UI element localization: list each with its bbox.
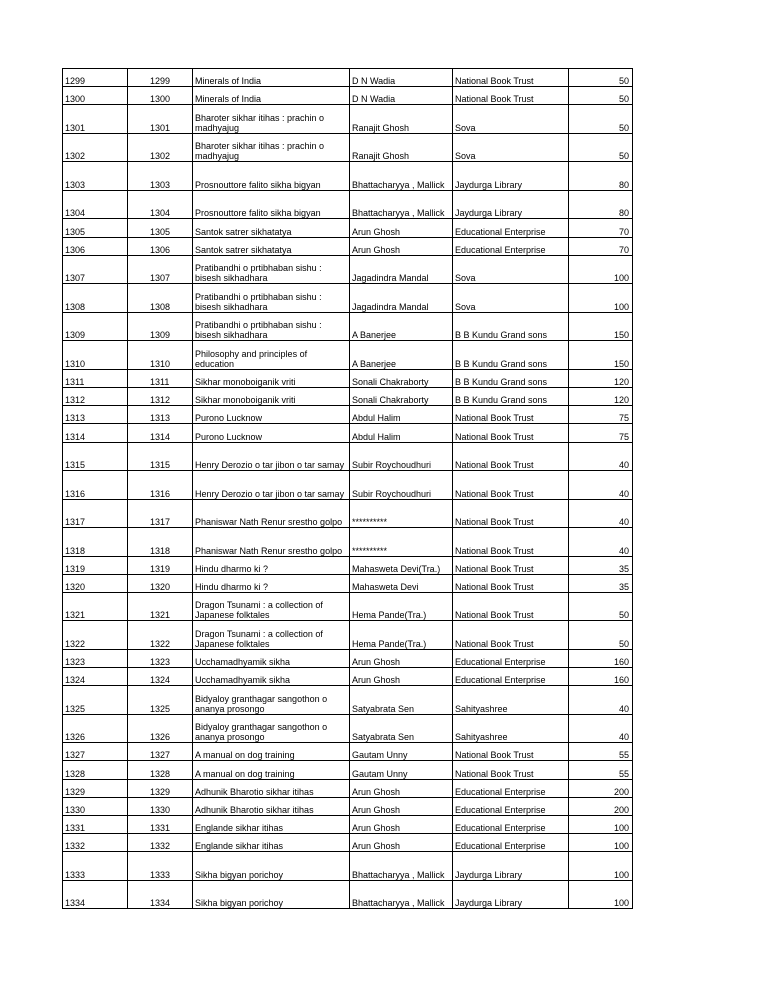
publisher-cell: National Book Trust: [453, 499, 569, 528]
title-cell: Sikhar monoboiganik vriti: [193, 369, 350, 387]
serial-number-cell: 1300: [128, 87, 193, 105]
table-row: [63, 556, 633, 574]
accession-number-cell: 1328: [63, 761, 128, 779]
accession-number-cell: 1327: [63, 743, 128, 761]
publisher-cell: Educational Enterprise: [453, 779, 569, 797]
title-cell: Purono Lucknow: [193, 424, 350, 442]
table-row: [63, 880, 633, 909]
title-cell: Hindu dharmo ki ?: [193, 574, 350, 592]
publisher-cell: National Book Trust: [453, 69, 569, 87]
serial-number-cell: 1302: [128, 133, 193, 162]
title-cell: Hindu dharmo ki ?: [193, 556, 350, 574]
author-cell: Arun Ghosh: [350, 816, 453, 834]
author-cell: **********: [350, 528, 453, 557]
price-cell: 40: [569, 714, 633, 743]
accession-number-cell: 1314: [63, 424, 128, 442]
price-cell: 120: [569, 369, 633, 387]
accession-number-cell: 1302: [63, 133, 128, 162]
accession-number-cell: 1319: [63, 556, 128, 574]
accession-number-cell: 1301: [63, 105, 128, 134]
publisher-cell: Jaydurga Library: [453, 190, 569, 219]
title-cell: Ucchamadhyamik sikha: [193, 649, 350, 667]
author-cell: D N Wadia: [350, 87, 453, 105]
publisher-cell: National Book Trust: [453, 743, 569, 761]
serial-number-cell: 1334: [128, 880, 193, 909]
author-cell: Gautam Unny: [350, 743, 453, 761]
publisher-cell: Sova: [453, 255, 569, 284]
publisher-cell: Sova: [453, 133, 569, 162]
author-cell: Satyabrata Sen: [350, 686, 453, 715]
title-cell: Englande sikhar itihas: [193, 816, 350, 834]
title-cell: Adhunik Bharotio sikhar itihas: [193, 779, 350, 797]
author-cell: Bhattacharyya , Mallick: [350, 880, 453, 909]
price-cell: 40: [569, 686, 633, 715]
title-cell: Bidyaloy granthagar sangothon o ananya prosongo: [193, 714, 350, 743]
table-row: [63, 69, 633, 87]
serial-number-cell: 1329: [128, 779, 193, 797]
price-cell: 200: [569, 779, 633, 797]
serial-number-cell: 1315: [128, 442, 193, 471]
table-row: [63, 87, 633, 105]
accession-number-cell: 1323: [63, 649, 128, 667]
table-row: [63, 761, 633, 779]
table-row: [63, 406, 633, 424]
author-cell: Gautam Unny: [350, 761, 453, 779]
serial-number-cell: 1309: [128, 312, 193, 341]
price-cell: 50: [569, 621, 633, 650]
publisher-cell: National Book Trust: [453, 592, 569, 621]
serial-number-cell: 1317: [128, 499, 193, 528]
title-cell: Dragon Tsunami : a collection of Japanese folktales: [193, 621, 350, 650]
price-cell: 50: [569, 133, 633, 162]
price-cell: 100: [569, 255, 633, 284]
accession-number-cell: 1309: [63, 312, 128, 341]
publisher-cell: Sova: [453, 105, 569, 134]
serial-number-cell: 1322: [128, 621, 193, 650]
table-row: [63, 133, 633, 162]
accession-number-cell: 1334: [63, 880, 128, 909]
accession-number-cell: 1326: [63, 714, 128, 743]
accession-number-cell: 1310: [63, 341, 128, 370]
title-cell: Bidyaloy granthagar sangothon o ananya prosongo: [193, 686, 350, 715]
accession-number-cell: 1324: [63, 668, 128, 686]
table-row: [63, 162, 633, 191]
price-cell: 200: [569, 797, 633, 815]
title-cell: Minerals of India: [193, 69, 350, 87]
serial-number-cell: 1299: [128, 69, 193, 87]
price-cell: 40: [569, 442, 633, 471]
accession-number-cell: 1332: [63, 834, 128, 852]
publisher-cell: Jaydurga Library: [453, 162, 569, 191]
serial-number-cell: 1328: [128, 761, 193, 779]
table-row: [63, 592, 633, 621]
price-cell: 35: [569, 574, 633, 592]
publisher-cell: B B Kundu Grand sons: [453, 387, 569, 405]
serial-number-cell: 1332: [128, 834, 193, 852]
author-cell: Arun Ghosh: [350, 219, 453, 237]
title-cell: Sikha bigyan porichoy: [193, 852, 350, 881]
table-row: [63, 668, 633, 686]
serial-number-cell: 1327: [128, 743, 193, 761]
publisher-cell: National Book Trust: [453, 471, 569, 500]
title-cell: Minerals of India: [193, 87, 350, 105]
title-cell: Sikha bigyan porichoy: [193, 880, 350, 909]
price-cell: 70: [569, 237, 633, 255]
author-cell: **********: [350, 499, 453, 528]
author-cell: A Banerjee: [350, 341, 453, 370]
table-row: [63, 816, 633, 834]
price-cell: 100: [569, 880, 633, 909]
serial-number-cell: 1333: [128, 852, 193, 881]
title-cell: Henry Derozio o tar jibon o tar samay: [193, 471, 350, 500]
table-row: [63, 237, 633, 255]
serial-number-cell: 1324: [128, 668, 193, 686]
table-row: [63, 499, 633, 528]
serial-number-cell: 1301: [128, 105, 193, 134]
author-cell: Mahasweta Devi(Tra.): [350, 556, 453, 574]
serial-number-cell: 1305: [128, 219, 193, 237]
author-cell: Subir Roychoudhuri: [350, 442, 453, 471]
publisher-cell: Educational Enterprise: [453, 237, 569, 255]
title-cell: A manual on dog training: [193, 743, 350, 761]
author-cell: Arun Ghosh: [350, 834, 453, 852]
table-row: [63, 649, 633, 667]
accession-number-cell: 1320: [63, 574, 128, 592]
author-cell: Abdul Halim: [350, 424, 453, 442]
accession-number-cell: 1333: [63, 852, 128, 881]
author-cell: Bhattacharyya , Mallick: [350, 852, 453, 881]
table-row: [63, 834, 633, 852]
table-row: [63, 779, 633, 797]
title-cell: Purono Lucknow: [193, 406, 350, 424]
title-cell: Pratibandhi o prtibhaban sishu : bisesh sikhadhara: [193, 284, 350, 313]
author-cell: Arun Ghosh: [350, 649, 453, 667]
author-cell: Ranajit Ghosh: [350, 133, 453, 162]
serial-number-cell: 1330: [128, 797, 193, 815]
publisher-cell: National Book Trust: [453, 761, 569, 779]
accession-number-cell: 1316: [63, 471, 128, 500]
publisher-cell: National Book Trust: [453, 556, 569, 574]
serial-number-cell: 1323: [128, 649, 193, 667]
price-cell: 100: [569, 834, 633, 852]
publisher-cell: Educational Enterprise: [453, 797, 569, 815]
serial-number-cell: 1314: [128, 424, 193, 442]
publisher-cell: Sahityashree: [453, 714, 569, 743]
author-cell: Arun Ghosh: [350, 797, 453, 815]
author-cell: Sonali Chakraborty: [350, 387, 453, 405]
price-cell: 40: [569, 528, 633, 557]
table-row: [63, 471, 633, 500]
author-cell: Satyabrata Sen: [350, 714, 453, 743]
title-cell: Pratibandhi o prtibhaban sishu : bisesh sikhadhara: [193, 255, 350, 284]
serial-number-cell: 1313: [128, 406, 193, 424]
serial-number-cell: 1320: [128, 574, 193, 592]
price-cell: 80: [569, 190, 633, 219]
accession-number-cell: 1317: [63, 499, 128, 528]
table-row: [63, 574, 633, 592]
publisher-cell: Educational Enterprise: [453, 816, 569, 834]
serial-number-cell: 1303: [128, 162, 193, 191]
serial-number-cell: 1325: [128, 686, 193, 715]
publisher-cell: Jaydurga Library: [453, 880, 569, 909]
publisher-cell: B B Kundu Grand sons: [453, 312, 569, 341]
title-cell: A manual on dog training: [193, 761, 350, 779]
title-cell: Pratibandhi o prtibhaban sishu : bisesh sikhadhara: [193, 312, 350, 341]
title-cell: Santok satrer sikhatatya: [193, 237, 350, 255]
title-cell: Dragon Tsunami : a collection of Japanese folktales: [193, 592, 350, 621]
publisher-cell: B B Kundu Grand sons: [453, 341, 569, 370]
accession-number-cell: 1322: [63, 621, 128, 650]
serial-number-cell: 1331: [128, 816, 193, 834]
book-list-table: [62, 68, 633, 909]
publisher-cell: Educational Enterprise: [453, 668, 569, 686]
serial-number-cell: 1318: [128, 528, 193, 557]
accession-number-cell: 1307: [63, 255, 128, 284]
table-body: [63, 69, 633, 909]
accession-number-cell: 1315: [63, 442, 128, 471]
author-cell: Jagadindra Mandal: [350, 255, 453, 284]
price-cell: 120: [569, 387, 633, 405]
title-cell: Phaniswar Nath Renur srestho golpo: [193, 528, 350, 557]
price-cell: 160: [569, 649, 633, 667]
table-row: [63, 686, 633, 715]
accession-number-cell: 1308: [63, 284, 128, 313]
table-row: [63, 105, 633, 134]
serial-number-cell: 1316: [128, 471, 193, 500]
author-cell: D N Wadia: [350, 69, 453, 87]
serial-number-cell: 1321: [128, 592, 193, 621]
author-cell: Arun Ghosh: [350, 237, 453, 255]
accession-number-cell: 1325: [63, 686, 128, 715]
table-row: [63, 424, 633, 442]
price-cell: 150: [569, 341, 633, 370]
author-cell: Subir Roychoudhuri: [350, 471, 453, 500]
table-row: [63, 219, 633, 237]
table-row: [63, 255, 633, 284]
serial-number-cell: 1312: [128, 387, 193, 405]
accession-number-cell: 1313: [63, 406, 128, 424]
author-cell: Mahasweta Devi: [350, 574, 453, 592]
author-cell: Hema Pande(Tra.): [350, 621, 453, 650]
accession-number-cell: 1300: [63, 87, 128, 105]
accession-number-cell: 1311: [63, 369, 128, 387]
price-cell: 75: [569, 424, 633, 442]
price-cell: 50: [569, 87, 633, 105]
publisher-cell: Sova: [453, 284, 569, 313]
table-row: [63, 369, 633, 387]
price-cell: 100: [569, 816, 633, 834]
accession-number-cell: 1304: [63, 190, 128, 219]
price-cell: 100: [569, 852, 633, 881]
accession-number-cell: 1318: [63, 528, 128, 557]
serial-number-cell: 1307: [128, 255, 193, 284]
author-cell: Ranajit Ghosh: [350, 105, 453, 134]
table-row: [63, 312, 633, 341]
serial-number-cell: 1311: [128, 369, 193, 387]
price-cell: 50: [569, 69, 633, 87]
table-row: [63, 387, 633, 405]
accession-number-cell: 1312: [63, 387, 128, 405]
price-cell: 100: [569, 284, 633, 313]
author-cell: A Banerjee: [350, 312, 453, 341]
serial-number-cell: 1306: [128, 237, 193, 255]
title-cell: Phaniswar Nath Renur srestho golpo: [193, 499, 350, 528]
price-cell: 80: [569, 162, 633, 191]
price-cell: 55: [569, 761, 633, 779]
publisher-cell: B B Kundu Grand sons: [453, 369, 569, 387]
publisher-cell: Sahityashree: [453, 686, 569, 715]
serial-number-cell: 1308: [128, 284, 193, 313]
price-cell: 50: [569, 105, 633, 134]
title-cell: Henry Derozio o tar jibon o tar samay: [193, 442, 350, 471]
author-cell: Arun Ghosh: [350, 779, 453, 797]
publisher-cell: National Book Trust: [453, 406, 569, 424]
price-cell: 70: [569, 219, 633, 237]
table-row: [63, 190, 633, 219]
table-row: [63, 528, 633, 557]
author-cell: Sonali Chakraborty: [350, 369, 453, 387]
author-cell: Jagadindra Mandal: [350, 284, 453, 313]
publisher-cell: National Book Trust: [453, 574, 569, 592]
title-cell: Bharoter sikhar itihas : prachin o madhyajug: [193, 133, 350, 162]
accession-number-cell: 1330: [63, 797, 128, 815]
accession-number-cell: 1303: [63, 162, 128, 191]
price-cell: 150: [569, 312, 633, 341]
publisher-cell: National Book Trust: [453, 442, 569, 471]
accession-number-cell: 1329: [63, 779, 128, 797]
title-cell: Santok satrer sikhatatya: [193, 219, 350, 237]
table-row: [63, 442, 633, 471]
table-row: [63, 797, 633, 815]
author-cell: Bhattacharyya , Mallick: [350, 162, 453, 191]
author-cell: Abdul Halim: [350, 406, 453, 424]
table-row: [63, 852, 633, 881]
publisher-cell: National Book Trust: [453, 528, 569, 557]
table-row: [63, 284, 633, 313]
title-cell: Sikhar monoboiganik vriti: [193, 387, 350, 405]
price-cell: 40: [569, 471, 633, 500]
serial-number-cell: 1304: [128, 190, 193, 219]
title-cell: Englande sikhar itihas: [193, 834, 350, 852]
publisher-cell: Jaydurga Library: [453, 852, 569, 881]
publisher-cell: National Book Trust: [453, 621, 569, 650]
title-cell: Prosnouttore falito sikha bigyan: [193, 162, 350, 191]
serial-number-cell: 1310: [128, 341, 193, 370]
accession-number-cell: 1306: [63, 237, 128, 255]
accession-number-cell: 1305: [63, 219, 128, 237]
price-cell: 75: [569, 406, 633, 424]
publisher-cell: Educational Enterprise: [453, 219, 569, 237]
title-cell: Bharoter sikhar itihas : prachin o madhyajug: [193, 105, 350, 134]
author-cell: Bhattacharyya , Mallick: [350, 190, 453, 219]
publisher-cell: National Book Trust: [453, 87, 569, 105]
serial-number-cell: 1319: [128, 556, 193, 574]
title-cell: Philosophy and principles of education: [193, 341, 350, 370]
publisher-cell: Educational Enterprise: [453, 649, 569, 667]
publisher-cell: Educational Enterprise: [453, 834, 569, 852]
title-cell: Ucchamadhyamik sikha: [193, 668, 350, 686]
price-cell: 35: [569, 556, 633, 574]
publisher-cell: National Book Trust: [453, 424, 569, 442]
accession-number-cell: 1299: [63, 69, 128, 87]
table-row: [63, 621, 633, 650]
price-cell: 40: [569, 499, 633, 528]
table-row: [63, 743, 633, 761]
price-cell: 50: [569, 592, 633, 621]
title-cell: Prosnouttore falito sikha bigyan: [193, 190, 350, 219]
author-cell: Arun Ghosh: [350, 668, 453, 686]
author-cell: Hema Pande(Tra.): [350, 592, 453, 621]
title-cell: Adhunik Bharotio sikhar itihas: [193, 797, 350, 815]
table-row: [63, 341, 633, 370]
accession-number-cell: 1331: [63, 816, 128, 834]
price-cell: 55: [569, 743, 633, 761]
accession-number-cell: 1321: [63, 592, 128, 621]
table-row: [63, 714, 633, 743]
serial-number-cell: 1326: [128, 714, 193, 743]
price-cell: 160: [569, 668, 633, 686]
